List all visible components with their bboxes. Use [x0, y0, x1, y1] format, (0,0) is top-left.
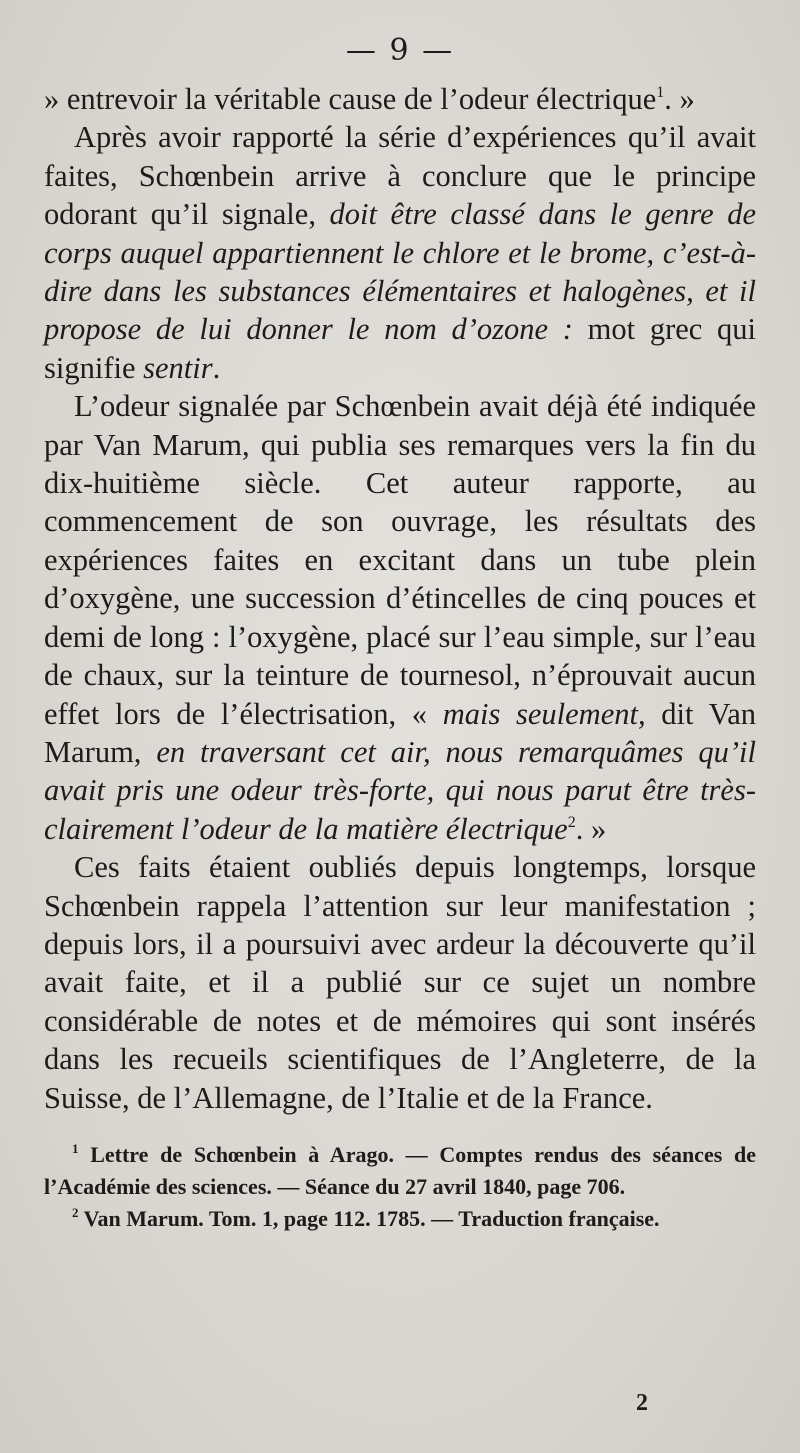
- footnote-2: [44, 1203, 756, 1235]
- paragraph: [44, 848, 756, 1117]
- footnote-1: [44, 1139, 756, 1203]
- text-run: L’odeur signalée par Schœnbein avait déjà été indiquée par Van Marum, qui publia ses remarques vers la fin du dix-huitième siècle. Cet auteur rapporte, au commencement de son ouvrage, les résultats des expériences faites en excitant dans un tube plein d’oxygène, une succession d’étincelles de cinq pouces et demi de long : l’oxygène, placé sur l’eau simple, sur l’eau de chaux, sur la teinture de tournesol, n’éprouvait aucun effet lors de l’électrisation, «: [44, 389, 756, 731]
- footnote-marker: 1: [72, 1140, 79, 1156]
- text-run: mot grec qui signifie: [44, 312, 756, 385]
- footnote-reference: 1: [656, 84, 665, 101]
- footnotes: [44, 1139, 756, 1235]
- body-text: [44, 80, 756, 1117]
- paragraph: [44, 387, 756, 848]
- text-run: . »: [664, 82, 695, 116]
- text-run: Ces faits étaient oubliés depuis longtemps, lorsque Schœnbein rappela l’attention sur leur manifestation ; depuis lors, il a poursuivi avec ardeur la découverte qu’il avait faite, et il a publié sur ce sujet un nombre considérable de notes et de mémoires qui sont insérés dans les recueils scientifiques de l’Angleterre, de la Suisse, de l’Allemagne, de l’Italie et de la France.: [44, 850, 756, 1115]
- text-run: Après avoir rapporté la série d’expériences qu’il avait faites, Schœnbein arrive à conclure que le principe odorant qu’il signale,: [44, 120, 756, 232]
- text-run: dit Van Marum,: [44, 696, 756, 769]
- italic-text: mais seulement,: [442, 696, 646, 731]
- footnote-reference: 2: [567, 813, 576, 831]
- text-run: » entrevoir la véritable cause de l’odeur électrique: [44, 82, 657, 116]
- page-number: — 9 —: [345, 33, 455, 68]
- text-run: .: [212, 350, 221, 385]
- italic-text: en traversant cet air, nous remarquâmes qu’il avait pris une odeur très-forte, qui nous parut être très-clairement l’odeur de la matière électrique: [44, 734, 757, 846]
- italic-text: sentir: [143, 350, 213, 385]
- text-run: . »: [575, 811, 607, 846]
- footnote-text: Lettre de Schœnbein à Arago. — Comptes rendus des séances de l’Académie des sciences. — Séance du 27 avril 1840, page 706.: [44, 1141, 756, 1199]
- paragraph: [44, 118, 756, 387]
- paragraph: [44, 80, 756, 118]
- italic-text: doit être classé dans le genre de corps auquel appartiennent le chlore et le brome, c’est-à-dire dans les substances élémentaires et halogènes, et il propose de lui donner le nom d’ozone :: [44, 197, 756, 347]
- footnote-text: Van Marum. Tom. 1, page 112. 1785. — Traduction française.: [83, 1205, 660, 1231]
- footnote-marker: 2: [72, 1204, 79, 1220]
- signature-mark: 2: [636, 1390, 648, 1416]
